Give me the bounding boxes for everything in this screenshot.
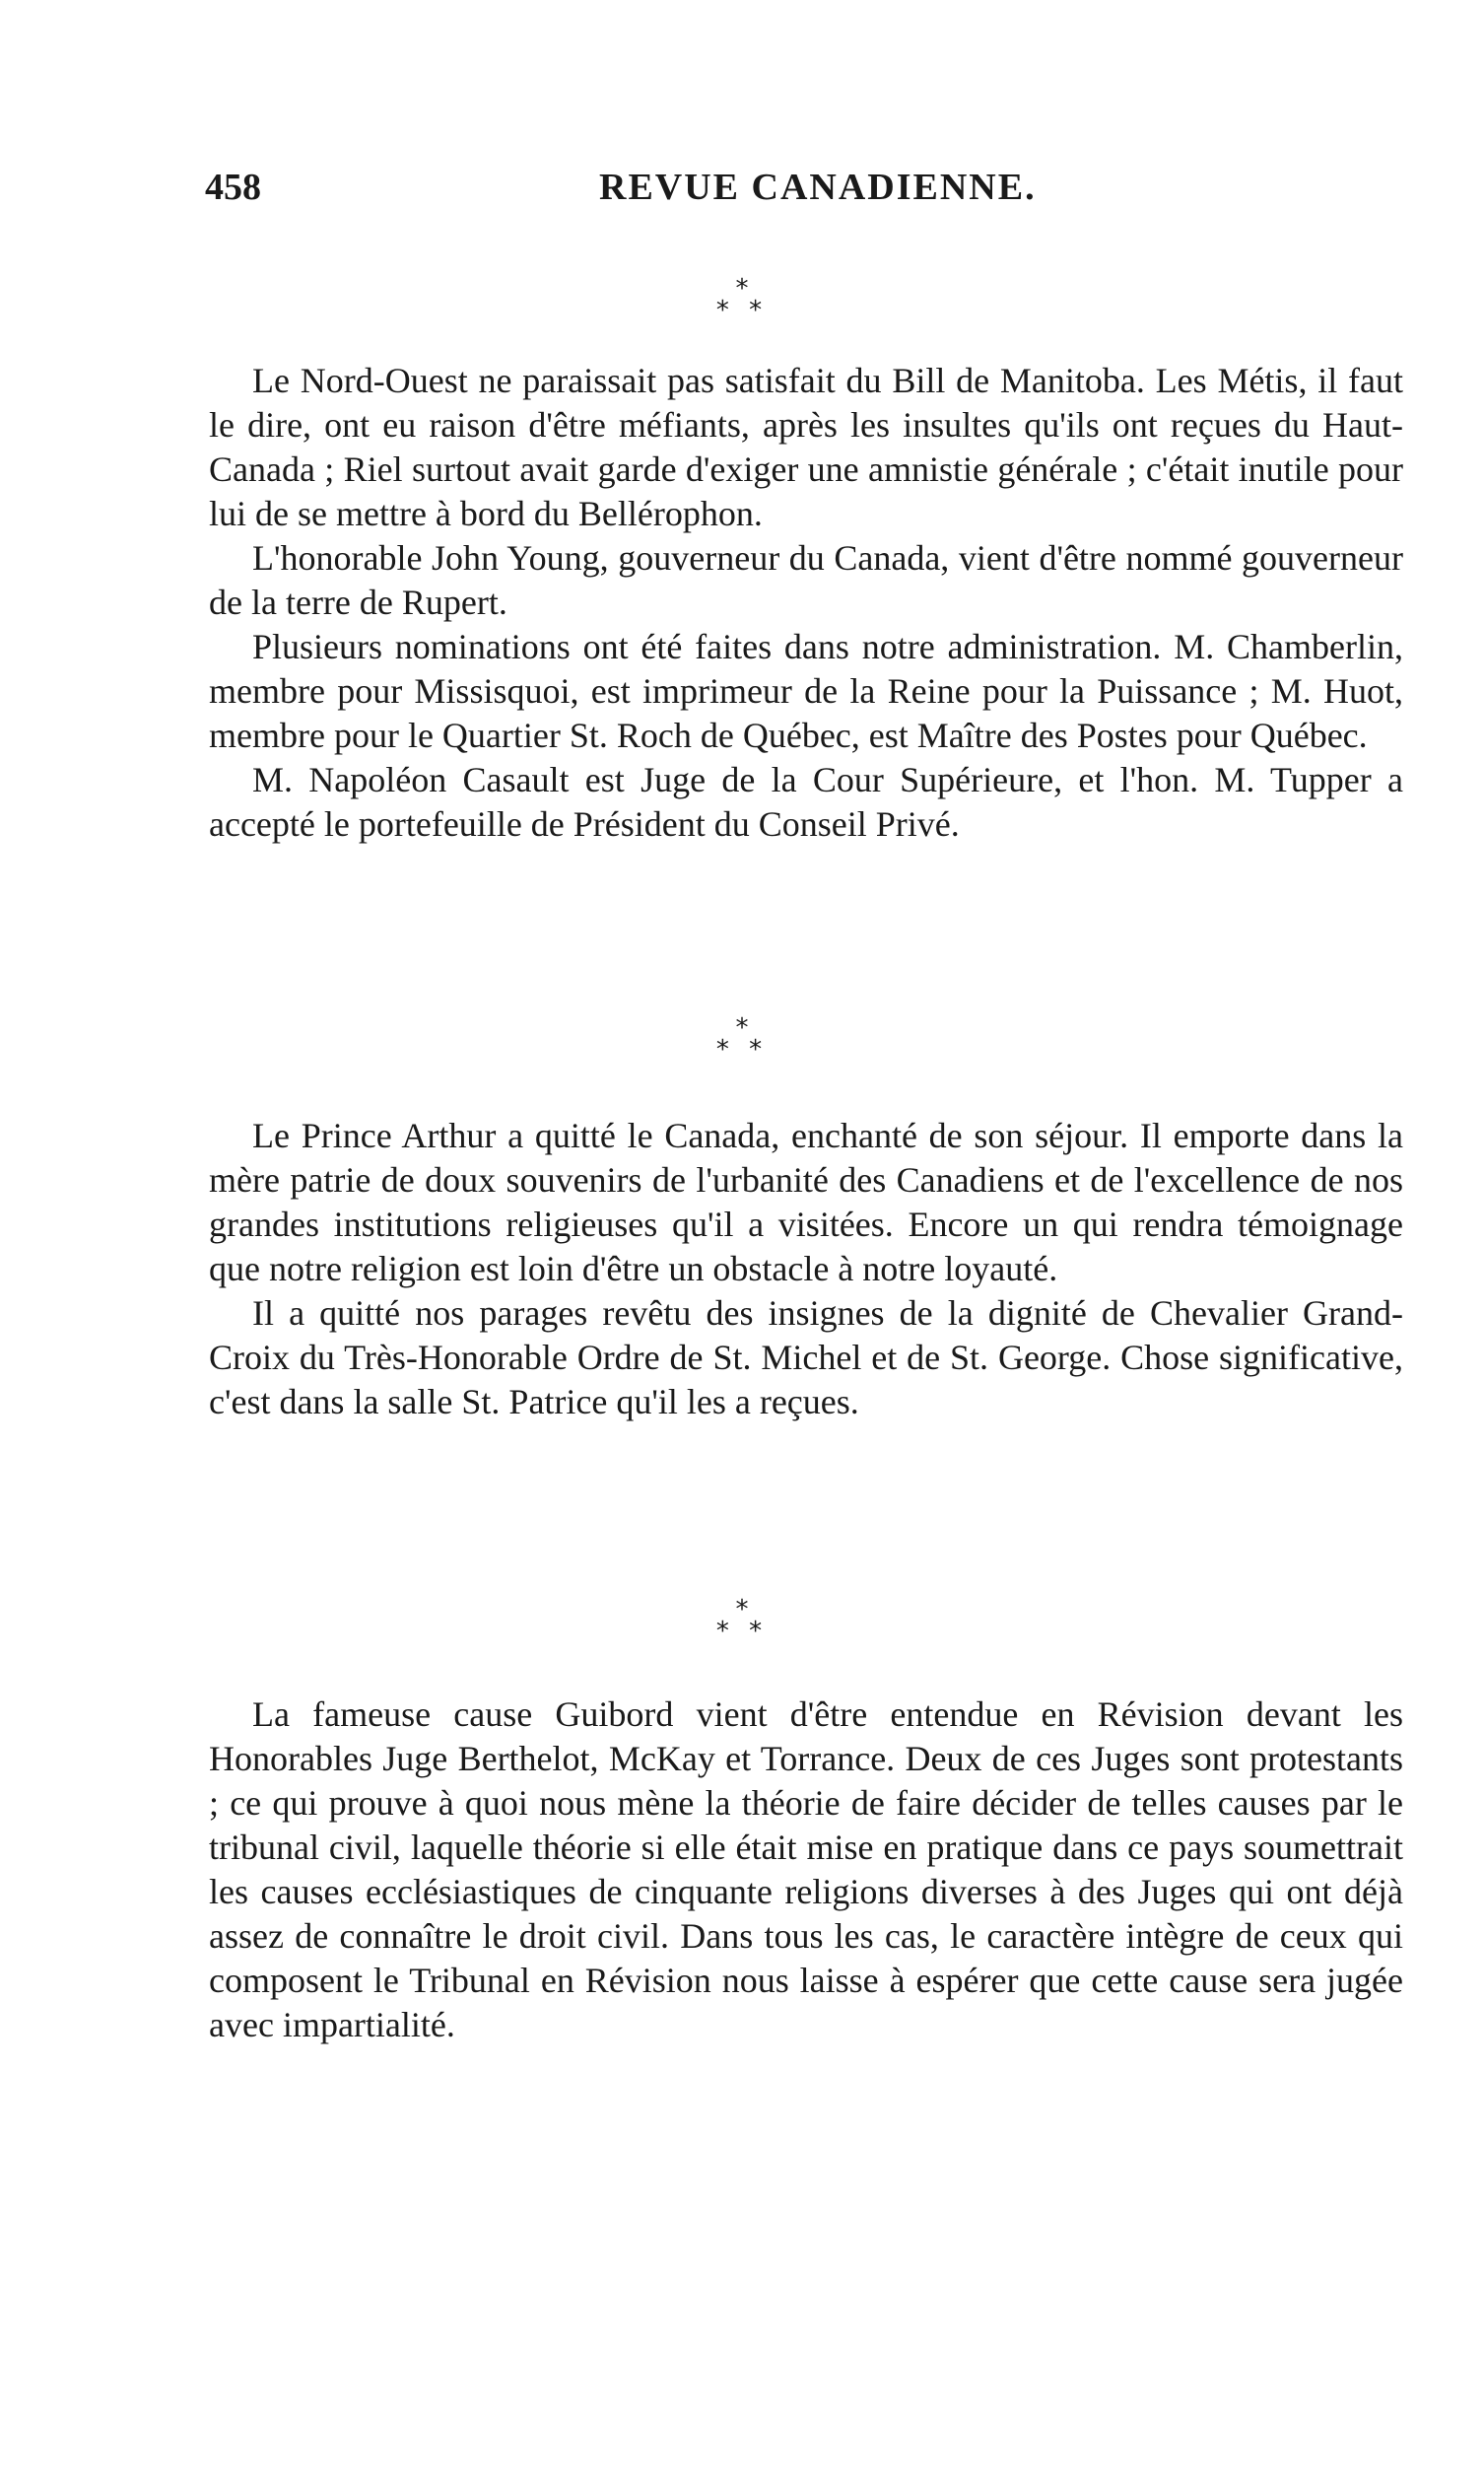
paragraph: Il a quitté nos parages revêtu des insignes de la dignité de Chevalier Grand-Croix du Très-Honorable Ordre de St. Michel et de St. George. Chose significative, c'est dans la salle St. Patrice qu'il les a reçues. bbox=[209, 1293, 1403, 1421]
running-head bbox=[205, 166, 1387, 213]
asterism-top: * bbox=[735, 1595, 749, 1624]
asterism-top: * bbox=[735, 1013, 749, 1043]
paragraph: M. Napoléon Casault est Juge de la Cour Supérieure, et l'hon. M. Tupper a accepté le portefeuille de Président du Conseil Privé. bbox=[209, 760, 1403, 844]
paragraph: L'honorable John Young, gouverneur du Canada, vient d'être nommé gouverneur de la terre de Rupert. bbox=[209, 538, 1403, 622]
news-section-1 bbox=[209, 359, 1403, 847]
asterism-bottom: * * bbox=[715, 1035, 769, 1065]
paragraph: Plusieurs nominations ont été faites dans notre administration. M. Chamberlin, membre pour Missisquoi, est imprimeur de la Reine pour la Puissance ; M. Huot, membre pour le Quartier St. Roch de Québec, est Maître des Postes pour Québec. bbox=[209, 627, 1403, 755]
paragraph: Le Prince Arthur a quitté le Canada, enchanté de son séjour. Il emporte dans la mère patrie de doux souvenirs de l'urbanité des Canadiens et de l'excellence de nos grandes institutions religieuses qu'il a visitées. Encore un qui rendra témoignage que notre religion est loin d'être un obstacle à notre loyauté. bbox=[209, 1116, 1403, 1288]
asterism-divider bbox=[0, 274, 1484, 325]
news-section-3 bbox=[209, 1692, 1403, 2047]
journal-title: REVUE CANADIENNE. bbox=[599, 167, 1037, 208]
asterism-bottom: * * bbox=[715, 296, 769, 325]
asterism-top: * bbox=[735, 274, 749, 304]
asterism-divider bbox=[0, 1013, 1484, 1065]
paragraph: Le Nord-Ouest ne paraissait pas satisfait du Bill de Manitoba. Les Métis, il faut le dire, ont eu raison d'être méfiants, après les insultes qu'ils ont reçues du Haut-Canada ; Riel surtout avait garde d'exiger une amnistie générale ; c'était inutile pour lui de se mettre à bord du Bellérophon. bbox=[209, 361, 1403, 533]
paragraph: La fameuse cause Guibord vient d'être entendue en Révision devant les Honorables Juge Berthelot, McKay et Torrance. Deux de ces Juges sont protestants ; ce qui prouve à quoi nous mène la théorie de faire décider de telles causes par le tribunal civil, laquelle théorie si elle était mise en pratique dans ce pays soumettrait les causes ecclésiastiques de cinquante religions diverses à des Juges qui ont déjà assez de connaître le droit civil. Dans tous les cas, le caractère intègre de ceux qui composent le Tribunal en Révision nous laisse à espérer que cette cause sera jugée avec impartialité. bbox=[209, 1694, 1403, 2044]
page-number: 458 bbox=[205, 167, 261, 208]
asterism-divider bbox=[0, 1595, 1484, 1646]
asterism-bottom: * * bbox=[715, 1617, 769, 1646]
news-section-2 bbox=[209, 1114, 1403, 1424]
